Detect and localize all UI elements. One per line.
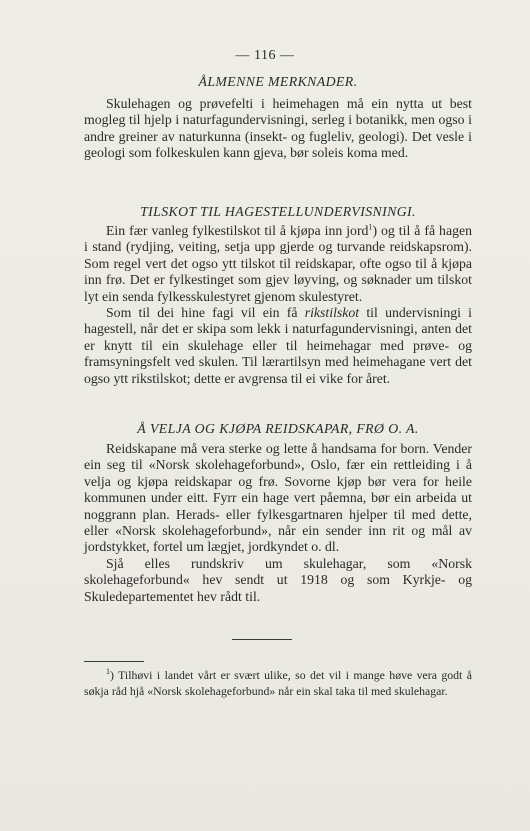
italic-term: rikstilskot — [304, 305, 360, 321]
footnote-ref: 1 — [368, 222, 373, 232]
text-run: ) Tilhøvi i landet vårt er svært ulike, so det vil i mange høve vera godt å søkja råd hjå «Norsk skolehageforbund» når ein skal taka til med skulehagar. — [84, 668, 472, 698]
text-run: Som til dei hine fagi vil ein få — [106, 305, 305, 321]
paragraph: Sjå elles rundskriv um skulehagar, som «Norsk skolehageforbund« hev sendt ut 1918 og som Kyrkje- og Skuledepartementet hev rådt til. — [84, 555, 472, 604]
footnote-divider — [84, 661, 144, 662]
section3-body — [84, 441, 472, 605]
paragraph — [84, 305, 472, 387]
footnote-text — [84, 668, 472, 699]
text-run: Ein fær vanleg fylkestilskot til å kjøpa inn jord — [106, 223, 369, 238]
heading-velja-kjopa: Å VELJA OG KJØPA REIDSKAPAR, FRØ O. A. — [137, 421, 419, 436]
footnote-mark: 1 — [106, 667, 110, 677]
section2-body — [84, 223, 472, 387]
paragraph: Skulehagen og prøvefelti i heimehagen må ein nytta ut best mogleg til hjelp i naturfagundervisningi, serleg i botanikk, men ogso i andre greiner av naturkunna (insekt- og fugleliv, geologi). Det vesle i geologi som folkeskulen kann gjeva, bør soleis koma med. — [84, 96, 472, 161]
heading-tilskot: TILSKOT TIL HAGESTELLUNDERVISNINGI. — [140, 204, 416, 219]
heading-almenne-merknader: ÅLMENNE MERKNADER. — [198, 74, 358, 89]
text-run: ) og til å få hagen i stand (rydjing, veiting, setja upp gjerde og turvande reidskapsrom). Som regel vert det ogso ytt tilskot til reidskapar, ofte ogso til å kjøpa inn frø. Det er fylkestinget som gjev løyving, og søknader um tilskot lyt ein senda fylkesskulestyret gjenom skulestyret. — [84, 223, 472, 304]
text-run: til undervisningi i hagestell, når det er skipa som lekk i naturfagundervisningi, anten det er knytt til ein skulehage eller til heimehagar med prøve- og framsyningsfelt ved skulen. Til lærartilsyn med heimehagane vert det ogso ytt rikstilskot; dette er avgrensa til ei vike for året. — [84, 305, 472, 386]
page-number: — 116 — — [235, 48, 295, 63]
paragraph — [84, 223, 472, 305]
section-divider — [232, 639, 292, 640]
footnote — [84, 668, 472, 699]
paragraph: Reidskapane må vera sterke og lette å handsama for born. Vender ein seg til «Norsk skolehageforbund», Oslo, fær ein rettleiding i å velja og kjøpa reidskapar og frø. Sovorne kjøp bør vera for heile kommunen under eitt. Fyrr ein hage vert påemna, bør ein arbeida ut noggrann plan. Herads- eller fylkesgartnaren hjelper til med dette, eller «Norsk skolehageforbund», når ein sender inn rit og mål av jordstykket, fortel um lægjet, jordkyndet o. dl. — [84, 441, 472, 555]
section1-body — [84, 96, 472, 162]
